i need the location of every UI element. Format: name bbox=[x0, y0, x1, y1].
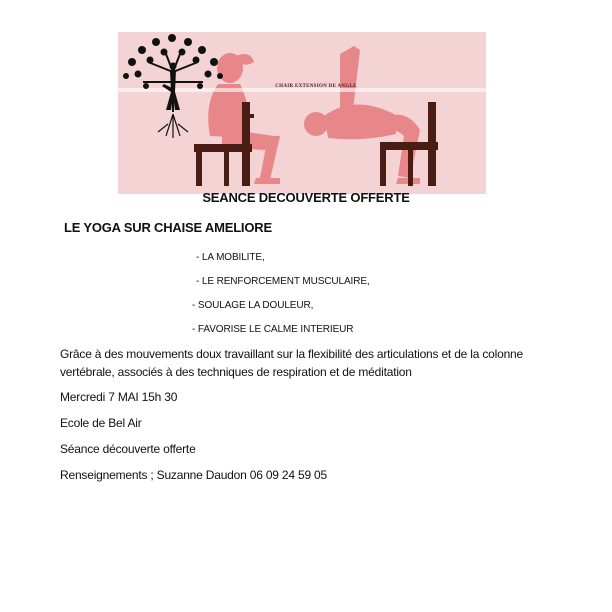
event-location: Ecole de Bel Air bbox=[60, 416, 142, 430]
benefit-item: - SOULAGE LA DOULEUR, bbox=[192, 300, 314, 311]
event-date: Mercredi 7 MAI 15h 30 bbox=[60, 390, 178, 404]
benefit-item: - FAVORISE LE CALME INTERIEUR bbox=[192, 324, 354, 335]
logo-caption: CHAIR EXTENSION DE ANGLE bbox=[275, 84, 357, 89]
tree-of-life-logo bbox=[118, 32, 228, 142]
yoga-banner-image bbox=[118, 32, 486, 194]
subheadline: LE YOGA SUR CHAISE AMELIORE bbox=[64, 220, 272, 235]
stretching-yoga-figure bbox=[304, 46, 420, 184]
headline: SEANCE DECOUVERTE OFFERTE bbox=[202, 190, 410, 205]
description-paragraph: Grâce à des mouvements doux travaillant sur la flexibilité des articulations et de la colonne vertébrale, associés à des techniques de respiration et de méditation bbox=[60, 347, 523, 379]
offer-text: Séance découverte offerte bbox=[60, 442, 196, 456]
contact-info: Renseignements ; Suzanne Daudon 06 09 24 59 05 bbox=[60, 468, 328, 482]
benefit-item: - LA MOBILITE, bbox=[196, 252, 265, 263]
benefit-item: - LE RENFORCEMENT MUSCULAIRE, bbox=[196, 276, 370, 287]
